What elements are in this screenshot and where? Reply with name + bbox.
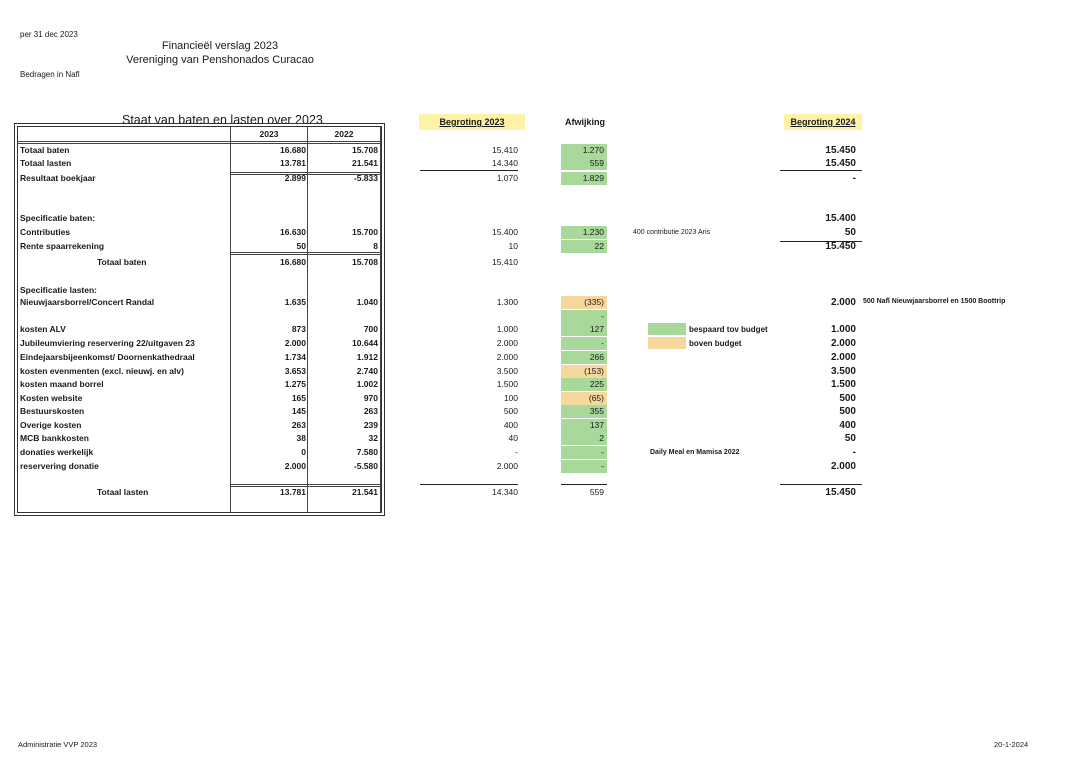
value-afwijking: 22 bbox=[561, 240, 607, 253]
underline bbox=[420, 484, 518, 485]
value-begroting-2023: 10 bbox=[508, 241, 518, 251]
value-2022 bbox=[308, 212, 378, 225]
value-begroting-2023: 40 bbox=[508, 433, 518, 443]
report-title: Financieël verslag 2023 bbox=[161, 40, 279, 52]
value-2022: -5.580 bbox=[353, 461, 378, 471]
value-2023: 1.275 bbox=[284, 379, 306, 389]
value-begroting-2024: 1.000 bbox=[830, 324, 856, 335]
value-begroting-2024: 400 bbox=[839, 420, 856, 431]
note-contributie: 400 contributie 2023 Aris bbox=[633, 229, 711, 236]
col-2023-header: 2023 bbox=[259, 129, 279, 139]
value-begroting-2024: 50 bbox=[844, 227, 856, 238]
underline bbox=[780, 484, 862, 485]
legend-orange-label: boven budget bbox=[689, 339, 742, 348]
value-begroting-2024: 2.000 bbox=[830, 338, 856, 349]
value-begroting-2024: 15.450 bbox=[825, 145, 856, 156]
value-afwijking: - bbox=[561, 337, 607, 350]
value-begroting-2023: 1.000 bbox=[496, 324, 518, 334]
value-2022: 2.740 bbox=[356, 366, 378, 376]
row-label: reservering donatie bbox=[20, 461, 99, 471]
value-begroting-2024: 50 bbox=[844, 433, 856, 444]
value-2023: 38 bbox=[296, 433, 306, 443]
value-2023: 873 bbox=[291, 324, 306, 334]
underline bbox=[780, 241, 862, 242]
underline bbox=[561, 484, 607, 485]
footer-date: 20-1-2024 bbox=[994, 740, 1029, 749]
value-afwijking: 1.230 bbox=[561, 226, 607, 239]
legend-orange-swatch bbox=[648, 337, 686, 349]
value-2023: 2.000 bbox=[284, 338, 306, 348]
value-2023: 263 bbox=[291, 420, 306, 430]
row-label: Bestuurskosten bbox=[20, 406, 85, 416]
value-begroting-2023: 2.000 bbox=[496, 338, 518, 348]
value-2022: 15.700 bbox=[352, 227, 378, 237]
value-2023: 16.630 bbox=[280, 227, 306, 237]
value-begroting-2023: 1.300 bbox=[496, 297, 518, 307]
value-2023 bbox=[231, 310, 306, 323]
value-begroting-2023: 1.070 bbox=[496, 173, 518, 183]
underline bbox=[780, 170, 862, 171]
value-afwijking: - bbox=[561, 310, 607, 323]
currency-note: Bedragen in Nafl bbox=[20, 70, 80, 79]
col-2022-header: 2022 bbox=[334, 129, 354, 139]
value-2022: 21.541 bbox=[352, 158, 378, 168]
row-label: donaties werkelijk bbox=[20, 447, 94, 457]
value-2022: 7.580 bbox=[356, 447, 378, 457]
value-2023: 165 bbox=[291, 393, 306, 403]
value-begroting-2024: 15.400 bbox=[825, 213, 856, 224]
value-begroting-2023: 15.400 bbox=[492, 227, 518, 237]
value-begroting-2023: 2.000 bbox=[496, 461, 518, 471]
value-afwijking: 1.270 bbox=[561, 144, 607, 157]
organization-name: Vereniging van Penshonados Curacao bbox=[126, 54, 314, 66]
value-2023: 3.653 bbox=[284, 366, 306, 376]
legend-green-swatch bbox=[648, 323, 686, 335]
value-begroting-2023: 14.340 bbox=[492, 158, 518, 168]
value-afwijking: 137 bbox=[561, 419, 607, 432]
row-label: Specificatie baten: bbox=[20, 213, 96, 223]
row-label: Overige kosten bbox=[20, 420, 82, 430]
row-label: Rente spaarrekening bbox=[20, 241, 105, 251]
value-begroting-2023: 400 bbox=[503, 420, 518, 430]
value-2023 bbox=[231, 212, 306, 225]
value-begroting-2024: 15.450 bbox=[825, 487, 856, 498]
note-nieuwjaar: 500 Nafl Nieuwjaarsborrel en 1500 Boottrip bbox=[863, 298, 1006, 305]
value-afwijking bbox=[561, 256, 607, 269]
col-afwijking: Afwijking bbox=[565, 117, 605, 127]
col-begroting-2024: Begroting 2024 bbox=[784, 114, 862, 130]
legend-green-label: bespaard tov budget bbox=[689, 325, 768, 334]
col-begroting-2023: Begroting 2023 bbox=[419, 114, 525, 130]
row-label: Jubileumviering reservering 22/uitgaven 23 bbox=[20, 338, 195, 348]
row-label: kosten evenmenten (excl. nieuwj. en alv) bbox=[20, 366, 184, 376]
footer-admin: Administratie VVP 2023 bbox=[18, 740, 98, 749]
value-2022: 15.708 bbox=[352, 145, 378, 155]
value-begroting-2023: 500 bbox=[503, 406, 518, 416]
value-afwijking: 2 bbox=[561, 432, 607, 445]
value-begroting-2024: - bbox=[852, 173, 856, 184]
row-label: Totaal lasten bbox=[97, 487, 149, 497]
value-begroting-2024: 15.450 bbox=[825, 241, 856, 252]
value-begroting-2024: 3.500 bbox=[830, 366, 856, 377]
value-begroting-2024 bbox=[780, 256, 856, 269]
value-2023: 13.781 bbox=[280, 158, 306, 168]
value-afwijking: 225 bbox=[561, 378, 607, 391]
value-begroting-2024: - bbox=[852, 447, 856, 458]
value-afwijking: 127 bbox=[561, 323, 607, 336]
value-afwijking: 559 bbox=[589, 487, 604, 497]
value-begroting-2024: 2.000 bbox=[830, 297, 856, 308]
value-begroting-2023: - bbox=[515, 447, 518, 457]
value-2023: 2.000 bbox=[284, 461, 306, 471]
value-2022: 970 bbox=[363, 393, 378, 403]
value-afwijking: (65) bbox=[561, 392, 607, 405]
value-afwijking: - bbox=[561, 460, 607, 473]
value-begroting-2023: 1.500 bbox=[496, 379, 518, 389]
value-2023: 0 bbox=[301, 447, 306, 457]
value-afwijking: 266 bbox=[561, 351, 607, 364]
value-begroting-2024: 2.000 bbox=[830, 461, 856, 472]
value-afwijking: 355 bbox=[561, 405, 607, 418]
value-2022: 263 bbox=[363, 406, 378, 416]
value-2023: 145 bbox=[291, 406, 306, 416]
value-begroting-2024 bbox=[780, 310, 856, 323]
value-2022: 32 bbox=[368, 433, 378, 443]
value-2022: 10.644 bbox=[352, 338, 378, 348]
value-2022: 1.912 bbox=[356, 352, 378, 362]
underline bbox=[420, 170, 518, 171]
value-afwijking: (153) bbox=[561, 365, 607, 378]
row-label: Eindejaarsbijeenkomst/ Doornenkathedraal bbox=[20, 352, 195, 362]
value-begroting-2024: 15.450 bbox=[825, 158, 856, 169]
value-2023: 16.680 bbox=[280, 257, 306, 267]
table-title: Staat van baten en lasten over 2023 bbox=[122, 113, 323, 127]
value-2022: 1.040 bbox=[356, 297, 378, 307]
report-date: per 31 dec 2023 bbox=[20, 30, 78, 39]
value-2023: 1.635 bbox=[284, 297, 306, 307]
value-2023: 13.781 bbox=[280, 487, 306, 497]
value-2022 bbox=[308, 310, 378, 323]
row-label: Totaal baten bbox=[20, 145, 70, 155]
row-label: Contributies bbox=[20, 227, 71, 237]
row-label: Resultaat boekjaar bbox=[20, 173, 96, 183]
value-begroting-2023: 3.500 bbox=[496, 366, 518, 376]
value-2022: 8 bbox=[373, 241, 378, 251]
row-label: Specificatie lasten: bbox=[20, 285, 98, 295]
row-label: kosten maand borrel bbox=[20, 379, 104, 389]
value-begroting-2023: 14.340 bbox=[492, 487, 518, 497]
value-begroting-2023 bbox=[420, 212, 518, 225]
value-afwijking: (335) bbox=[561, 296, 607, 309]
value-begroting-2023: 100 bbox=[503, 393, 518, 403]
value-begroting-2024: 500 bbox=[839, 406, 856, 417]
row-label: Kosten website bbox=[20, 393, 83, 403]
value-begroting-2023: 15.410 bbox=[492, 257, 518, 267]
value-2022: 239 bbox=[363, 420, 378, 430]
value-afwijking bbox=[561, 212, 607, 225]
value-begroting-2023: 15.410 bbox=[492, 145, 518, 155]
value-begroting-2024: 1.500 bbox=[830, 379, 856, 390]
row-label: Nieuwjaarsborrel/Concert Randal bbox=[20, 297, 155, 307]
value-2022: -5.833 bbox=[353, 173, 378, 183]
value-2023: 2.899 bbox=[284, 173, 306, 183]
value-2022: 21.541 bbox=[352, 487, 378, 497]
row-label: kosten ALV bbox=[20, 324, 66, 334]
value-2022: 700 bbox=[363, 324, 378, 334]
value-2023: 50 bbox=[296, 241, 306, 251]
value-2023: 1.734 bbox=[284, 352, 306, 362]
row-label: Totaal baten bbox=[97, 257, 147, 267]
note-daily-meal: Daily Meal en Mamisa 2022 bbox=[650, 449, 740, 456]
value-2022: 1.002 bbox=[356, 379, 378, 389]
row-label: Totaal lasten bbox=[20, 158, 72, 168]
value-begroting-2023: 2.000 bbox=[496, 352, 518, 362]
value-begroting-2024: 2.000 bbox=[830, 352, 856, 363]
value-afwijking: 1.829 bbox=[561, 172, 607, 185]
value-begroting-2024: 500 bbox=[839, 393, 856, 404]
value-2023: 16.680 bbox=[280, 145, 306, 155]
row-label: MCB bankkosten bbox=[20, 433, 89, 443]
value-afwijking: 559 bbox=[561, 157, 607, 170]
value-begroting-2023 bbox=[420, 310, 518, 323]
value-2022: 15.708 bbox=[352, 257, 378, 267]
value-afwijking: - bbox=[561, 446, 607, 459]
